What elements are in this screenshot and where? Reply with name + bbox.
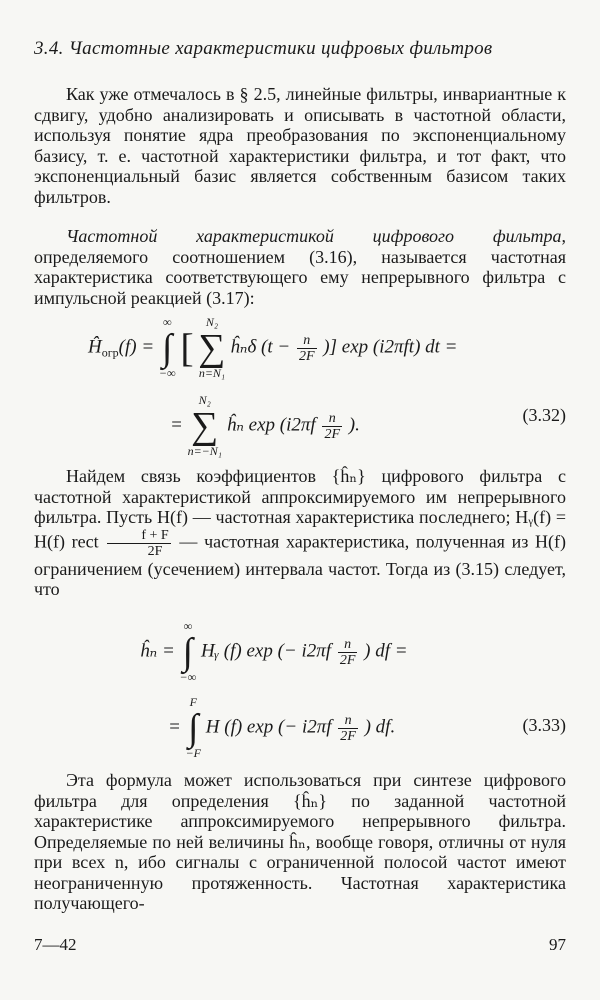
paragraph-2 — [34, 226, 566, 308]
equation-3-33-line2 — [168, 696, 395, 760]
eq332-sum: N₂ ∑ n=N₁ — [198, 315, 226, 380]
paragraph-2-rest: , определяемого соотношением (3.16), называется частотная характеристика соответствующего ему непрерывного фильтра с импульсной реакцией (3.17): — [34, 226, 566, 308]
eq332-sum2: N₂ ∑ n=−N₁ — [187, 393, 222, 458]
eq332-line2-term: ĥₙ exp — [226, 414, 276, 436]
eq333-lhs: ĥₙ = — [140, 640, 175, 662]
equation-3-33-line1 — [140, 620, 408, 684]
equation-3-32-line1 — [88, 316, 458, 380]
eq333-frac: $\frac{n}{2F}$ — [339, 636, 356, 668]
eq332-lhs-sub: огр — [101, 345, 119, 360]
eq332-bracket-open: [ — [180, 325, 194, 370]
page-number: 97 — [549, 935, 566, 954]
paragraph-1: Как уже отмечалось в § 2.5, линейные фильтры, инвариантные к сдвигу, удобно анализировать и описывать в частотной области, используя понятие ядра преобразования по экспоненциальному базису, т. е. частотной характеристики фильтра, и тот факт, что экспоненциальный базис является собственным базисом таких фильтров. — [34, 84, 566, 207]
paragraph-3 — [34, 466, 566, 600]
equation-3-32-line2 — [170, 394, 360, 458]
eq333-line2-arg: (− i2πf — [278, 716, 332, 738]
eq332-line2-frac: $\frac{n}{2F}$ — [324, 410, 340, 442]
eq333-line2-frac: $\frac{n}{2F}$ — [340, 712, 356, 744]
eq332-tail: )] exp (i2πft) dt = — [323, 336, 458, 358]
term-frequency-response: Частотной характеристикой цифрового фильтра — [66, 226, 562, 246]
eq332-line2-prefix: = — [170, 414, 183, 436]
eq332-lhs: Ĥ — [88, 336, 102, 358]
eq333-arg: (− i2πf — [277, 640, 332, 662]
equation-number-3-33: (3.33) — [522, 715, 566, 735]
section-header: 3.4. Частотные характеристики цифровых фильтров — [34, 38, 493, 59]
eq333-body: Hᵧ (f) exp — [200, 640, 273, 662]
eq333-line2-tail: ) df. — [364, 716, 396, 738]
equation-number-3-32: (3.32) — [522, 405, 566, 425]
paragraph-3-start: Найдем связь коэффициентов {ĥₙ} цифрового фильтра с частотной характеристикой аппроксимируемого им непрерывного фильтра. Пусть H(f) — частотная характеристика последнего; Hᵧ(f) = H(f) rect — [34, 466, 566, 552]
eq332-inner: ĥₙδ — [230, 336, 257, 358]
signature-mark: 7—42 — [34, 935, 77, 954]
eq333-integral2: F ∫ −F — [185, 695, 202, 760]
eq333-integral: ∞ ∫ −∞ — [179, 619, 197, 684]
paragraph-4: Эта формула может использоваться при синтезе цифрового фильтра для определения {ĥₙ} по заданной частотной характеристике аппроксимируемого непрерывного фильтра. Определяемые по ней величины ĥₙ, вообще говоря, отличны от нуля при всех n, ибо сигналы с ограниченной полосой частот имеют неограниченную протяженность. Частотная характеристика получающего- — [34, 770, 566, 913]
eq333-line2-body: H (f) exp — [205, 716, 274, 738]
eq332-line2-tail: ). — [348, 414, 360, 436]
eq332-t-part: (t − — [261, 336, 291, 358]
eq332-line2-arg: (i2πf — [279, 414, 316, 436]
eq333-tail: ) df = — [364, 640, 408, 662]
eq332-frac: $\frac{n}{2F}$ — [298, 332, 315, 364]
paragraph-3-rest: — частотная характеристика, полученная из H(f) ограничением (усечением) интервала частот. Тогда из (3.15) следует, что — [34, 531, 566, 599]
eq333-line2-prefix: = — [168, 716, 181, 738]
eq332-arg: (f) = — [118, 336, 155, 358]
eq332-integral: ∞ ∫ −∞ — [158, 315, 176, 380]
para3-rect-frac: $\frac{f + F}{2F}$ — [107, 528, 170, 559]
